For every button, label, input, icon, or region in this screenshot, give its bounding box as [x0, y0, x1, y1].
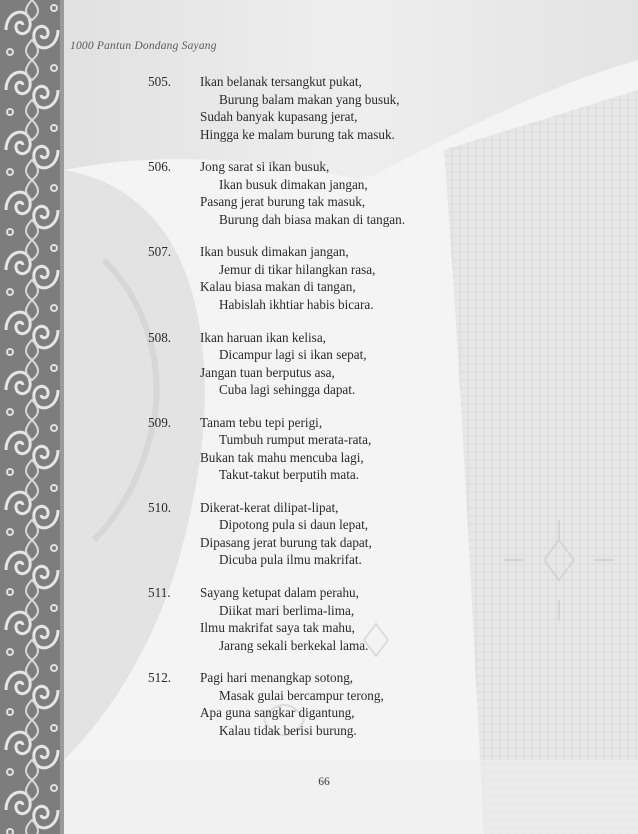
- stanza-512: [140, 669, 600, 754]
- pantun-line: Dicampur lagi si ikan sepat,: [219, 347, 367, 363]
- pantun-line: Dicuba pula ilmu makrifat.: [219, 552, 362, 568]
- stanza-number: 505.: [148, 74, 172, 89]
- stanza-number: 506.: [148, 159, 172, 175]
- pantun-line: Ikan haruan ikan kelisa,: [200, 329, 326, 345]
- running-title: 1000 Pantun Dondang Sayang: [70, 40, 217, 52]
- pantun-line: Ikan busuk dimakan jangan,: [200, 244, 349, 260]
- pantun-line: Cuba lagi sehingga dapat.: [219, 382, 356, 398]
- pantun-line: Ilmu makrifat saya tak mahu,: [200, 620, 355, 636]
- stanza-lines: [200, 243, 375, 313]
- pantun-line: Masak gulai bercampur terong,: [219, 687, 384, 703]
- stanza-508: [140, 329, 600, 414]
- stanza-number: 508.: [148, 329, 172, 345]
- pantun-line: Burung balam makan yang busuk,: [219, 91, 400, 107]
- stanza-505: [140, 73, 600, 158]
- pantun-line: Jong sarat si ikan busuk,: [200, 159, 330, 175]
- pantun-line: Ikan busuk dimakan jangan,: [219, 176, 368, 192]
- stanza-number: 507.: [148, 244, 172, 260]
- pantun-line: Tanam tebu tepi perigi,: [200, 414, 323, 430]
- stanza-510: [140, 499, 600, 584]
- pantun-line: Jemur di tikar hilangkan rasa,: [219, 261, 376, 277]
- pantun-line: Hingga ke malam burung tak masuk.: [200, 126, 395, 142]
- stanza-lines: [200, 669, 384, 739]
- stanza-number: 510.: [148, 499, 172, 515]
- ornamental-border: [0, 0, 64, 834]
- pantun-list: [140, 73, 600, 755]
- pantun-line: Bukan tak mahu mencuba lagi,: [200, 449, 364, 465]
- pantun-line: Jangan tuan berputus asa,: [200, 364, 335, 380]
- pantun-line: Diikat mari berlima-lima,: [219, 602, 355, 618]
- stanza-lines: [200, 158, 405, 228]
- pantun-line: Sayang ketupat dalam perahu,: [200, 585, 359, 601]
- pantun-line: Kalau biasa makan di tangan,: [200, 279, 356, 295]
- pantun-line: Burung dah biasa makan di tangan.: [219, 211, 406, 227]
- pantun-line: Kalau tidak berisi burung.: [219, 722, 357, 738]
- stanza-number: 511.: [148, 585, 171, 601]
- pantun-line: Tumbuh rumput merata-rata,: [219, 432, 372, 448]
- stanza-509: [140, 414, 600, 499]
- stanza-lines: [200, 329, 367, 399]
- stanza-number: 509.: [148, 414, 172, 430]
- pantun-line: Habislah ikhtiar habis bicara.: [219, 296, 374, 312]
- pantun-line: Dipasang jerat burung tak dapat,: [200, 534, 372, 550]
- pantun-line: Jarang sekali berkekal lama.: [219, 637, 369, 653]
- stanza-506: [140, 158, 600, 243]
- pantun-line: Pagi hari menangkap sotong,: [200, 670, 354, 686]
- pantun-line: Ikan belanak tersangkut pukat,: [200, 74, 362, 89]
- pantun-line: Takut-takut berputih mata.: [219, 467, 360, 483]
- stanza-507: [140, 243, 600, 328]
- pantun-line: Pasang jerat burung tak masuk,: [200, 194, 366, 210]
- stanza-lines: [200, 73, 400, 143]
- pantun-line: Apa guna sangkar digantung,: [200, 705, 355, 721]
- stanza-511: [140, 584, 600, 669]
- pantun-line: Sudah banyak kupasang jerat,: [200, 109, 358, 124]
- stanza-lines: [200, 499, 372, 569]
- stanza-number: 512.: [148, 670, 172, 686]
- pantun-line: Dikerat-kerat dilipat-lipat,: [200, 499, 339, 515]
- stanza-lines: [200, 584, 368, 654]
- pantun-line: Dipotong pula si daun lepat,: [219, 517, 369, 533]
- page-number: 66: [318, 776, 330, 788]
- stanza-lines: [200, 414, 371, 484]
